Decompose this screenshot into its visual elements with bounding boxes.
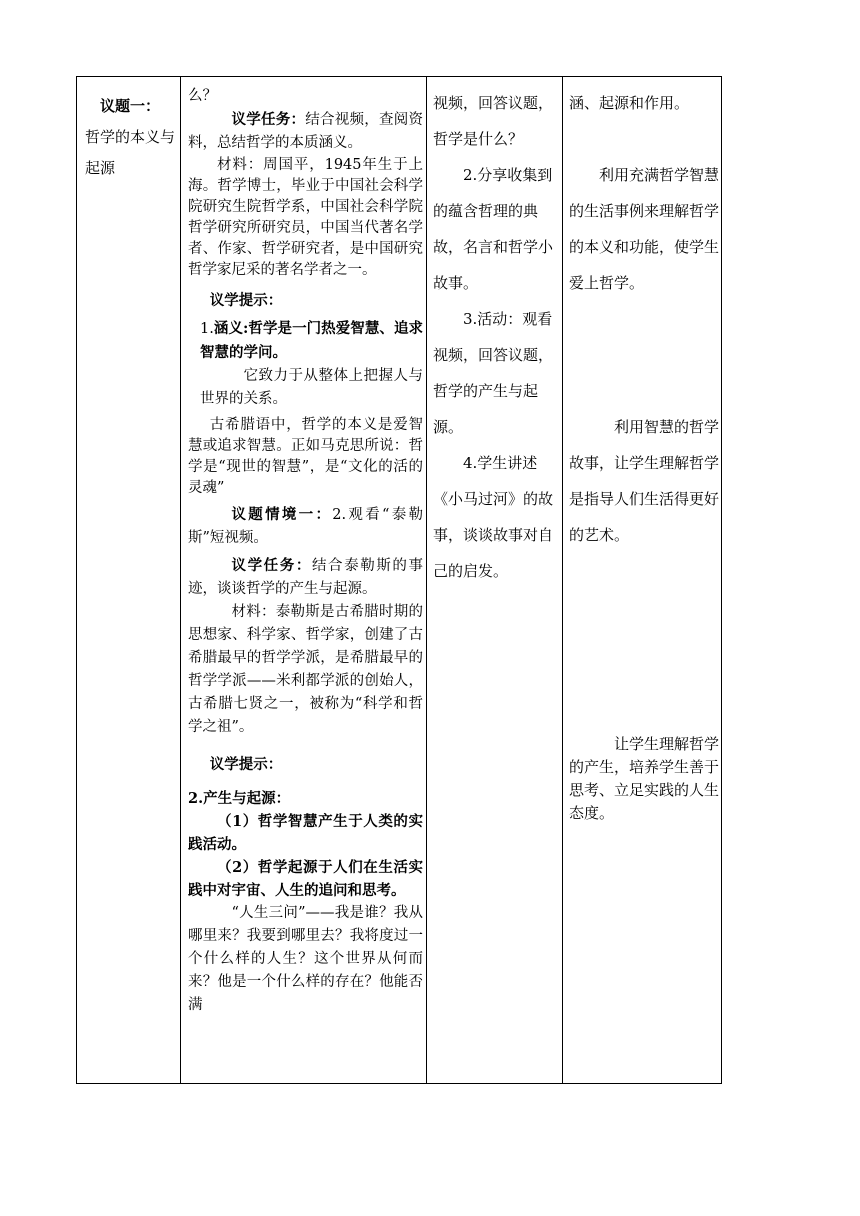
task2-paragraph xyxy=(188,554,423,601)
point2-title: 2.产生与起源： xyxy=(188,790,291,807)
point1-text: 哲学是一门热爱智慧、追求智慧的学问。 xyxy=(200,320,423,361)
content-cell xyxy=(181,77,427,1017)
material1-text: 材料：周国平，1945年生于上海。哲学博士，毕业于中国社会科学院研究生院哲学系，中国社会科学院哲学研究所研究员，中国当代著名学者、作家、哲学研究者，是中国研究哲学家尼采的著名学者之一。 xyxy=(188,157,423,278)
task1-label: 议学任务： xyxy=(231,111,306,128)
greek-text: 古希腊语中，哲学的本义是爱智慧或追求智慧。正如马克思所说：哲学是“现世的智慧”，是“文化的活的灵魂” xyxy=(188,417,423,496)
design-intent-cell xyxy=(563,77,723,825)
hint1-label: 议学提示： xyxy=(209,292,283,309)
hint2-label: 议学提示： xyxy=(209,756,283,773)
activity-2: 2.分享收集到的蕴含哲理的典故，名言和哲学小故事。 xyxy=(433,166,554,292)
point2-a: （1）哲学智慧产生于人类的实践活动。 xyxy=(188,813,423,853)
intent-2: 利用充满哲学智慧的生活事例来理解哲学的本义和功能，使学生爱上哲学。 xyxy=(569,166,720,292)
topic-subtitle: 哲学的本义与起源 xyxy=(85,128,176,177)
activity-3: 3.活动：观看视频，回答议题，哲学的产生与起源。 xyxy=(433,310,554,436)
activity-1-cont: 视频，回答议题，哲学是什么？ xyxy=(433,94,554,148)
task2-text: 结合泰勒斯的事迹，谈谈哲学的产生与起源。 xyxy=(188,558,424,597)
material2-text: 材料：泰勒斯是古希腊时期的思想家、科学家、哲学家，创建了古希腊最早的哲学学派，是希腊最早的哲学学派——米利都学派的创始人，古希腊七贤之一，被称为“科学和哲学之祖”。 xyxy=(188,604,423,735)
scene-label: 议题情境一： xyxy=(231,506,333,523)
task1-paragraph xyxy=(188,108,423,155)
activity-4: 4.学生讲述《小马过河》的故事，谈谈故事对自己的启发。 xyxy=(433,454,554,580)
topic-cell xyxy=(77,77,181,184)
task1-text: 结合视频，查阅资料，总结哲学的本质涵义。 xyxy=(188,112,423,151)
intent-3: 利用智慧的哲学故事，让学生理解哲学是指导人们生活得更好的艺术。 xyxy=(569,418,720,544)
point2-b: （2）哲学起源于人们在生活实践中对宇宙、人生的追问和思考。 xyxy=(188,859,423,899)
point1-label: 涵义: xyxy=(213,320,249,337)
point1-paragraph xyxy=(188,317,423,365)
lesson-table xyxy=(76,76,722,1084)
scene-paragraph xyxy=(188,503,423,550)
point1-detail: 它致力于从整体上把握人与世界的关系。 xyxy=(200,368,423,407)
topic-title: 议题一： xyxy=(100,97,161,115)
intent-1-cont: 涵、起源和作用。 xyxy=(569,94,690,112)
scene-text: 2.观看“泰勒斯”短视频。 xyxy=(188,507,424,546)
continued-line: 么？ xyxy=(188,88,217,104)
student-activity-cell xyxy=(427,77,563,589)
three-questions: “人生三问”——我是谁？我从哪里来？我要到哪里去？我将度过一个什么样的人生？这个世界从何而来？他是一个什么样的存在？他能否满 xyxy=(188,905,423,1013)
point1-num: 1. xyxy=(200,321,214,337)
intent-4: 让学生理解哲学的产生，培养学生善于思考、立足实践的人生态度。 xyxy=(569,735,720,822)
task2-label: 议学任务： xyxy=(231,557,312,574)
